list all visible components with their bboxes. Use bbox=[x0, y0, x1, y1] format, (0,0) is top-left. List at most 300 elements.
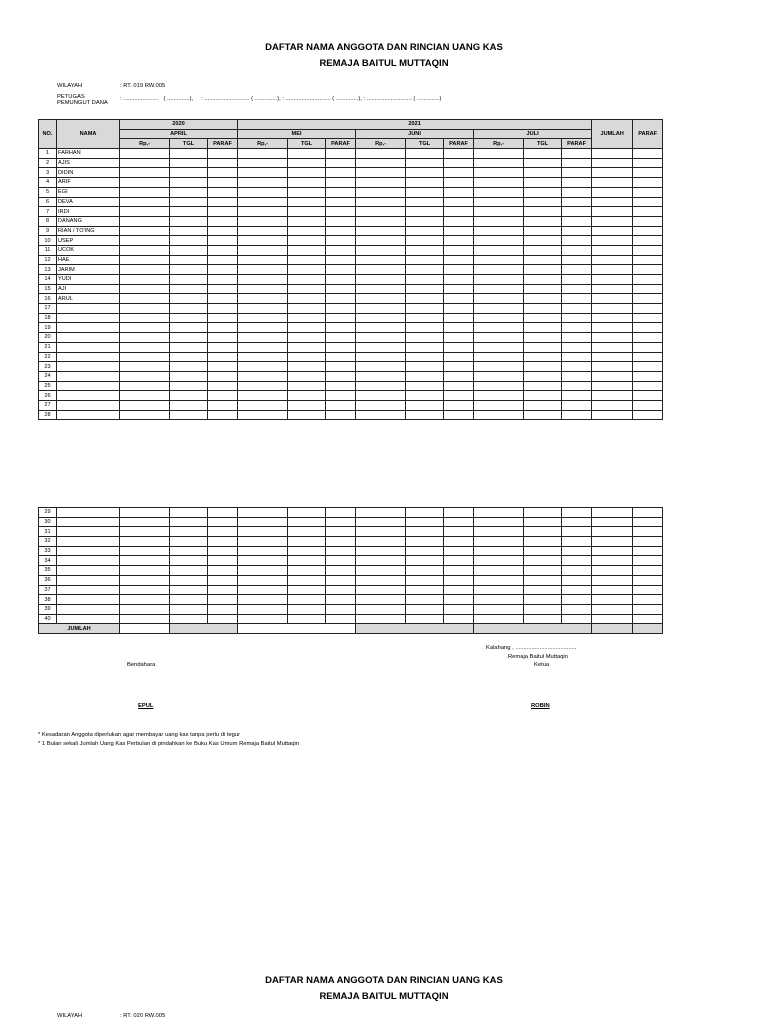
empty-cell bbox=[120, 323, 170, 333]
header-rp: Rp,- bbox=[120, 139, 170, 149]
empty-cell bbox=[288, 265, 326, 275]
empty-cell bbox=[356, 313, 406, 323]
empty-cell bbox=[208, 362, 238, 372]
empty-cell bbox=[208, 245, 238, 255]
empty-cell bbox=[356, 352, 406, 362]
empty-cell bbox=[406, 245, 444, 255]
empty-cell bbox=[356, 149, 406, 159]
empty-cell bbox=[208, 216, 238, 226]
header-month-mei: MEI bbox=[238, 129, 356, 139]
row-number: 15 bbox=[39, 284, 57, 294]
place-date: Kalahang , ...................................... bbox=[486, 645, 577, 651]
empty-cell bbox=[592, 362, 633, 372]
empty-cell bbox=[633, 216, 663, 226]
empty-cell bbox=[170, 537, 208, 547]
empty-cell bbox=[562, 187, 592, 197]
empty-cell bbox=[524, 333, 562, 343]
empty-cell bbox=[326, 178, 356, 188]
empty-cell bbox=[120, 517, 170, 527]
empty-cell bbox=[474, 323, 524, 333]
table-row bbox=[39, 546, 663, 556]
empty-cell bbox=[562, 245, 592, 255]
empty-cell bbox=[120, 313, 170, 323]
header-paraf: PARAF bbox=[562, 139, 592, 149]
empty-cell bbox=[356, 294, 406, 304]
empty-cell bbox=[633, 158, 663, 168]
member-name: DEVA bbox=[57, 197, 120, 207]
empty-cell bbox=[238, 546, 288, 556]
bendahara-name: EPUL bbox=[138, 703, 154, 709]
empty-cell bbox=[356, 158, 406, 168]
empty-cell bbox=[444, 245, 474, 255]
empty-cell bbox=[238, 207, 288, 217]
table-row bbox=[39, 284, 663, 294]
empty-cell bbox=[592, 236, 633, 246]
table-row bbox=[39, 158, 663, 168]
row-number: 7 bbox=[39, 207, 57, 217]
empty-cell bbox=[238, 265, 288, 275]
empty-cell bbox=[474, 546, 524, 556]
empty-cell bbox=[326, 313, 356, 323]
empty-cell bbox=[524, 537, 562, 547]
empty-cell bbox=[288, 556, 326, 566]
empty-cell bbox=[208, 391, 238, 401]
empty-cell bbox=[444, 604, 474, 614]
empty-cell bbox=[326, 575, 356, 585]
table-row bbox=[39, 245, 663, 255]
empty-cell bbox=[120, 537, 170, 547]
empty-cell bbox=[592, 614, 633, 624]
empty-cell bbox=[592, 275, 633, 285]
member-name bbox=[57, 585, 120, 595]
empty-cell bbox=[562, 275, 592, 285]
empty-cell bbox=[562, 323, 592, 333]
empty-cell bbox=[444, 362, 474, 372]
empty-cell bbox=[120, 381, 170, 391]
empty-cell bbox=[592, 216, 633, 226]
row-number: 16 bbox=[39, 294, 57, 304]
empty-cell bbox=[406, 381, 444, 391]
empty-cell bbox=[592, 304, 633, 314]
empty-cell bbox=[208, 313, 238, 323]
table-row bbox=[39, 275, 663, 285]
empty-cell bbox=[562, 614, 592, 624]
empty-cell bbox=[288, 168, 326, 178]
table-row bbox=[39, 313, 663, 323]
page-title-line1: DAFTAR NAMA ANGGOTA DAN RINCIAN UANG KAS bbox=[265, 42, 503, 53]
member-name bbox=[57, 517, 120, 527]
empty-cell bbox=[208, 168, 238, 178]
member-name bbox=[57, 604, 120, 614]
empty-cell bbox=[406, 265, 444, 275]
empty-cell bbox=[208, 149, 238, 159]
table-row bbox=[39, 508, 663, 518]
empty-cell bbox=[170, 342, 208, 352]
petugas-label-2: PEMUNGUT DANA bbox=[57, 100, 108, 106]
table-row bbox=[39, 595, 663, 605]
row-number: 32 bbox=[39, 537, 57, 547]
empty-cell bbox=[238, 537, 288, 547]
empty-cell bbox=[592, 149, 633, 159]
empty-cell bbox=[120, 410, 170, 420]
empty-cell bbox=[326, 284, 356, 294]
empty-cell bbox=[562, 313, 592, 323]
row-number: 14 bbox=[39, 275, 57, 285]
empty-cell bbox=[406, 168, 444, 178]
empty-cell bbox=[524, 585, 562, 595]
empty-cell bbox=[120, 342, 170, 352]
empty-cell bbox=[208, 304, 238, 314]
total-shaded bbox=[474, 624, 592, 634]
empty-cell bbox=[406, 294, 444, 304]
table-row bbox=[39, 294, 663, 304]
empty-cell bbox=[444, 546, 474, 556]
empty-cell bbox=[592, 197, 633, 207]
empty-cell bbox=[238, 508, 288, 518]
empty-cell bbox=[238, 284, 288, 294]
member-name: HAE bbox=[57, 255, 120, 265]
empty-cell bbox=[356, 168, 406, 178]
empty-cell bbox=[524, 207, 562, 217]
empty-cell bbox=[356, 537, 406, 547]
table-row bbox=[39, 371, 663, 381]
empty-cell bbox=[474, 342, 524, 352]
empty-cell bbox=[238, 400, 288, 410]
empty-cell bbox=[562, 391, 592, 401]
empty-cell bbox=[406, 207, 444, 217]
empty-cell bbox=[120, 566, 170, 576]
empty-cell bbox=[474, 168, 524, 178]
empty-cell bbox=[592, 527, 633, 537]
wilayah-label: WILAYAH bbox=[57, 83, 83, 89]
empty-cell bbox=[208, 604, 238, 614]
table-row bbox=[39, 207, 663, 217]
empty-cell bbox=[208, 381, 238, 391]
row-number: 26 bbox=[39, 391, 57, 401]
empty-cell bbox=[170, 604, 208, 614]
empty-cell bbox=[326, 226, 356, 236]
table-row bbox=[39, 517, 663, 527]
empty-cell bbox=[238, 566, 288, 576]
empty-cell bbox=[562, 352, 592, 362]
empty-cell bbox=[288, 595, 326, 605]
page-title-line2: REMAJA BAITUL MUTTAQIN bbox=[319, 58, 449, 69]
empty-cell bbox=[326, 546, 356, 556]
header-jumlah: JUMLAH bbox=[592, 120, 633, 149]
empty-cell bbox=[474, 245, 524, 255]
total-cell bbox=[238, 624, 356, 634]
empty-cell bbox=[562, 304, 592, 314]
member-name bbox=[57, 352, 120, 362]
empty-cell bbox=[238, 527, 288, 537]
empty-cell bbox=[356, 595, 406, 605]
empty-cell bbox=[120, 216, 170, 226]
member-name bbox=[57, 381, 120, 391]
empty-cell bbox=[208, 400, 238, 410]
empty-cell bbox=[474, 265, 524, 275]
empty-cell bbox=[633, 566, 663, 576]
empty-cell bbox=[592, 323, 633, 333]
empty-cell bbox=[633, 294, 663, 304]
empty-cell bbox=[326, 391, 356, 401]
member-name: YUDI bbox=[57, 275, 120, 285]
empty-cell bbox=[562, 178, 592, 188]
empty-cell bbox=[288, 508, 326, 518]
empty-cell bbox=[444, 168, 474, 178]
empty-cell bbox=[356, 604, 406, 614]
header-paraf: PARAF bbox=[208, 139, 238, 149]
empty-cell bbox=[170, 207, 208, 217]
empty-cell bbox=[562, 265, 592, 275]
empty-cell bbox=[562, 546, 592, 556]
empty-cell bbox=[474, 178, 524, 188]
member-name bbox=[57, 400, 120, 410]
empty-cell bbox=[170, 556, 208, 566]
empty-cell bbox=[444, 585, 474, 595]
empty-cell bbox=[524, 342, 562, 352]
empty-cell bbox=[356, 614, 406, 624]
empty-cell bbox=[592, 265, 633, 275]
empty-cell bbox=[474, 527, 524, 537]
member-name bbox=[57, 391, 120, 401]
header-tgl: TGL bbox=[524, 139, 562, 149]
empty-cell bbox=[208, 197, 238, 207]
empty-cell bbox=[170, 216, 208, 226]
empty-cell bbox=[444, 284, 474, 294]
empty-cell bbox=[238, 585, 288, 595]
empty-cell bbox=[406, 342, 444, 352]
empty-cell bbox=[633, 304, 663, 314]
table-row bbox=[39, 537, 663, 547]
empty-cell bbox=[170, 595, 208, 605]
empty-cell bbox=[633, 614, 663, 624]
empty-cell bbox=[524, 255, 562, 265]
empty-cell bbox=[170, 158, 208, 168]
empty-cell bbox=[356, 391, 406, 401]
empty-cell bbox=[288, 187, 326, 197]
empty-cell bbox=[356, 304, 406, 314]
empty-cell bbox=[326, 362, 356, 372]
table-row bbox=[39, 255, 663, 265]
empty-cell bbox=[326, 245, 356, 255]
empty-cell bbox=[288, 400, 326, 410]
empty-cell bbox=[406, 255, 444, 265]
empty-cell bbox=[356, 275, 406, 285]
total-shaded bbox=[356, 624, 474, 634]
empty-cell bbox=[562, 381, 592, 391]
empty-cell bbox=[633, 537, 663, 547]
empty-cell bbox=[208, 371, 238, 381]
empty-cell bbox=[288, 604, 326, 614]
empty-cell bbox=[208, 546, 238, 556]
empty-cell bbox=[524, 352, 562, 362]
empty-cell bbox=[238, 333, 288, 343]
empty-cell bbox=[406, 537, 444, 547]
empty-cell bbox=[406, 313, 444, 323]
empty-cell bbox=[406, 604, 444, 614]
empty-cell bbox=[326, 168, 356, 178]
row-number: 24 bbox=[39, 371, 57, 381]
empty-cell bbox=[633, 245, 663, 255]
table-row bbox=[39, 168, 663, 178]
empty-cell bbox=[170, 614, 208, 624]
empty-cell bbox=[170, 381, 208, 391]
empty-cell bbox=[474, 304, 524, 314]
empty-cell bbox=[120, 575, 170, 585]
empty-cell bbox=[524, 410, 562, 420]
empty-cell bbox=[208, 294, 238, 304]
row-number: 4 bbox=[39, 178, 57, 188]
empty-cell bbox=[633, 168, 663, 178]
empty-cell bbox=[633, 371, 663, 381]
empty-cell bbox=[326, 158, 356, 168]
empty-cell bbox=[562, 236, 592, 246]
empty-cell bbox=[592, 508, 633, 518]
empty-cell bbox=[524, 294, 562, 304]
empty-cell bbox=[524, 400, 562, 410]
row-number: 10 bbox=[39, 236, 57, 246]
empty-cell bbox=[474, 362, 524, 372]
empty-cell bbox=[238, 352, 288, 362]
empty-cell bbox=[474, 275, 524, 285]
table-row bbox=[39, 604, 663, 614]
empty-cell bbox=[406, 585, 444, 595]
empty-cell bbox=[474, 236, 524, 246]
header-tgl: TGL bbox=[170, 139, 208, 149]
empty-cell bbox=[444, 537, 474, 547]
empty-cell bbox=[444, 410, 474, 420]
empty-cell bbox=[444, 342, 474, 352]
row-number: 3 bbox=[39, 168, 57, 178]
empty-cell bbox=[238, 614, 288, 624]
empty-cell bbox=[120, 255, 170, 265]
empty-cell bbox=[524, 178, 562, 188]
empty-cell bbox=[238, 381, 288, 391]
empty-cell bbox=[474, 313, 524, 323]
empty-cell bbox=[592, 168, 633, 178]
empty-cell bbox=[326, 304, 356, 314]
empty-cell bbox=[524, 168, 562, 178]
empty-cell bbox=[238, 604, 288, 614]
table-row bbox=[39, 614, 663, 624]
member-name bbox=[57, 304, 120, 314]
empty-cell bbox=[288, 226, 326, 236]
empty-cell bbox=[524, 381, 562, 391]
empty-cell bbox=[356, 187, 406, 197]
member-name: DIDIN bbox=[57, 168, 120, 178]
empty-cell bbox=[406, 236, 444, 246]
empty-cell bbox=[120, 614, 170, 624]
member-name bbox=[57, 371, 120, 381]
empty-cell bbox=[208, 323, 238, 333]
empty-cell bbox=[474, 575, 524, 585]
empty-cell bbox=[120, 333, 170, 343]
empty-cell bbox=[170, 255, 208, 265]
empty-cell bbox=[562, 371, 592, 381]
empty-cell bbox=[474, 410, 524, 420]
empty-cell bbox=[474, 400, 524, 410]
empty-cell bbox=[633, 517, 663, 527]
empty-cell bbox=[444, 178, 474, 188]
empty-cell bbox=[120, 362, 170, 372]
empty-cell bbox=[524, 575, 562, 585]
empty-cell bbox=[406, 566, 444, 576]
empty-cell bbox=[170, 546, 208, 556]
empty-cell bbox=[238, 517, 288, 527]
empty-cell bbox=[288, 352, 326, 362]
empty-cell bbox=[170, 410, 208, 420]
header-paraf-total: PARAF bbox=[633, 120, 663, 149]
empty-cell bbox=[326, 333, 356, 343]
empty-cell bbox=[288, 216, 326, 226]
empty-cell bbox=[170, 168, 208, 178]
empty-cell bbox=[592, 371, 633, 381]
table-row bbox=[39, 575, 663, 585]
empty-cell bbox=[120, 595, 170, 605]
empty-cell bbox=[562, 216, 592, 226]
member-name: ARIF bbox=[57, 178, 120, 188]
page2-title-line2: REMAJA BAITUL MUTTAQIN bbox=[319, 991, 449, 1002]
empty-cell bbox=[170, 333, 208, 343]
empty-cell bbox=[592, 226, 633, 236]
empty-cell bbox=[562, 255, 592, 265]
empty-cell bbox=[633, 585, 663, 595]
empty-cell bbox=[208, 284, 238, 294]
empty-cell bbox=[238, 178, 288, 188]
row-number: 1 bbox=[39, 149, 57, 159]
empty-cell bbox=[326, 255, 356, 265]
empty-cell bbox=[326, 566, 356, 576]
empty-cell bbox=[288, 546, 326, 556]
empty-cell bbox=[120, 371, 170, 381]
header-nama: NAMA bbox=[57, 120, 120, 149]
kas-table-continued bbox=[38, 507, 663, 634]
empty-cell bbox=[170, 362, 208, 372]
empty-cell bbox=[633, 323, 663, 333]
empty-cell bbox=[592, 294, 633, 304]
row-number: 12 bbox=[39, 255, 57, 265]
empty-cell bbox=[406, 517, 444, 527]
empty-cell bbox=[238, 323, 288, 333]
empty-cell bbox=[633, 275, 663, 285]
empty-cell bbox=[444, 614, 474, 624]
organization-name: Remaja Baitul Muttaqin bbox=[508, 654, 568, 660]
empty-cell bbox=[444, 323, 474, 333]
empty-cell bbox=[170, 284, 208, 294]
empty-cell bbox=[592, 255, 633, 265]
empty-cell bbox=[474, 566, 524, 576]
row-number: 23 bbox=[39, 362, 57, 372]
header-year-2021: 2021 bbox=[238, 120, 592, 130]
empty-cell bbox=[406, 371, 444, 381]
empty-cell bbox=[356, 410, 406, 420]
header-row-months bbox=[39, 129, 663, 139]
empty-cell bbox=[120, 149, 170, 159]
empty-cell bbox=[592, 604, 633, 614]
empty-cell bbox=[406, 284, 444, 294]
empty-cell bbox=[326, 517, 356, 527]
empty-cell bbox=[633, 527, 663, 537]
empty-cell bbox=[238, 236, 288, 246]
member-name bbox=[57, 556, 120, 566]
empty-cell bbox=[208, 275, 238, 285]
empty-cell bbox=[524, 517, 562, 527]
empty-cell bbox=[633, 575, 663, 585]
header-rp: Rp,- bbox=[356, 139, 406, 149]
empty-cell bbox=[524, 275, 562, 285]
empty-cell bbox=[120, 207, 170, 217]
empty-cell bbox=[120, 226, 170, 236]
